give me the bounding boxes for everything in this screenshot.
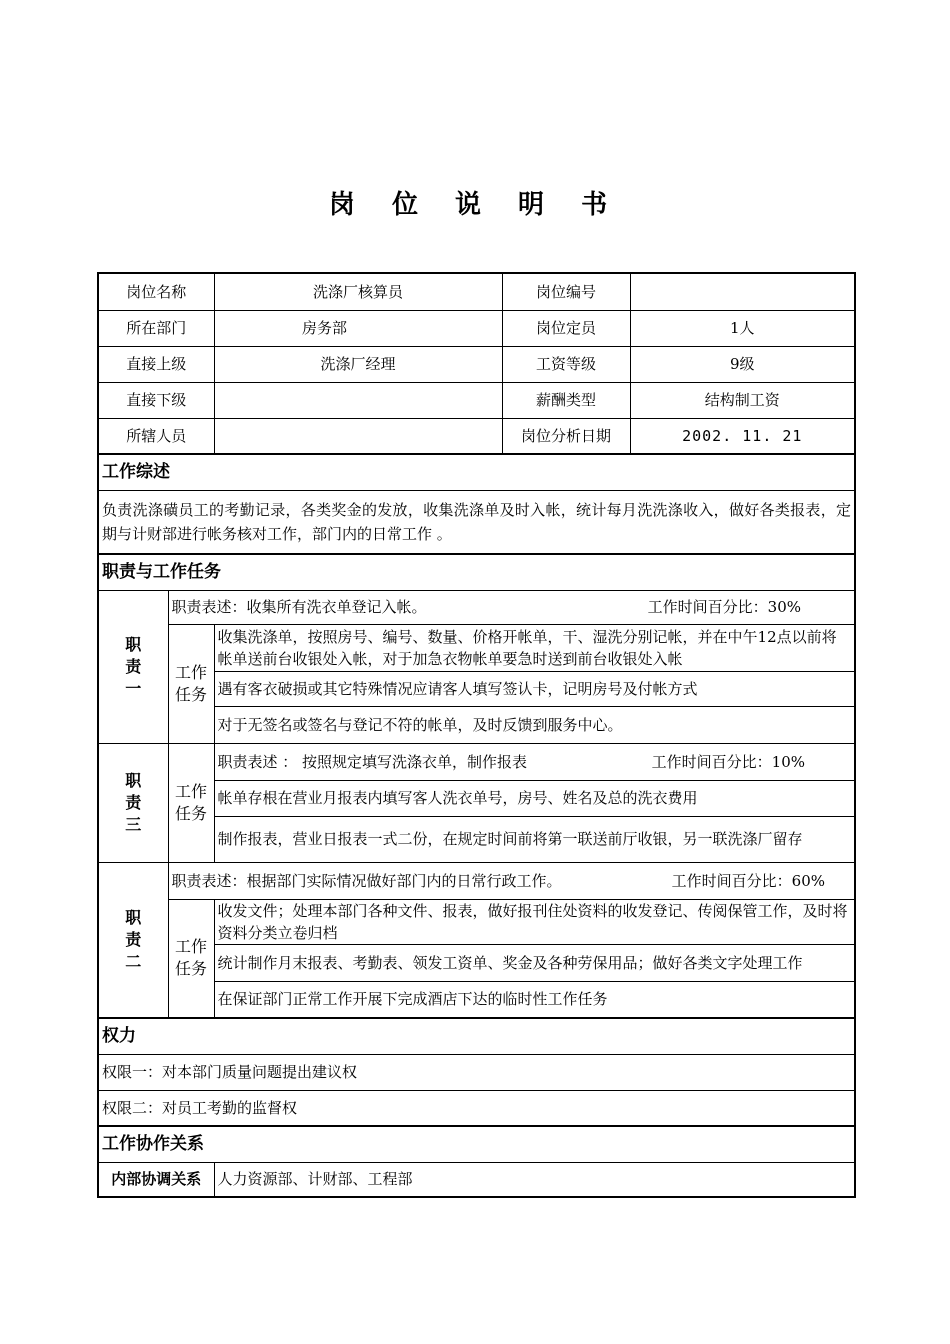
duty-3-task-1: 帐单存根在营业月报表内填写客人洗衣单号，房号、姓名及总的洗衣费用 [214, 780, 855, 816]
info-row [98, 273, 855, 310]
duty-3-label: 职 责 三 [98, 743, 168, 862]
staff-value: 1人 [630, 310, 855, 346]
internal-label: 内部协调关系 [98, 1162, 214, 1197]
dept-value: 房务部 [214, 310, 502, 346]
post-no-value [630, 273, 855, 310]
superior-value: 洗涤厂经理 [214, 346, 502, 382]
section-header [98, 454, 855, 490]
task-row [98, 743, 855, 780]
info-row [98, 418, 855, 454]
pay-type-label: 薪酬类型 [502, 382, 630, 418]
post-no-label: 岗位编号 [502, 273, 630, 310]
section-header [98, 1126, 855, 1162]
duty-2-task-2: 统计制作月末报表、考勤表、领发工资单、奖金及各种劳保用品；做好各类文字处理工作 [214, 944, 855, 981]
cooperation-row [98, 1162, 855, 1197]
pay-type-value: 结构制工资 [630, 382, 855, 418]
personnel-value [214, 418, 502, 454]
duty-3-task-label: 工作 任务 [168, 743, 214, 862]
info-row [98, 382, 855, 418]
staff-label: 岗位定员 [502, 310, 630, 346]
job-description-table [97, 272, 856, 1198]
summary-row [98, 490, 855, 554]
duty-3-desc: 职责表述 ： 按照规定填写洗涤衣单，制作报表 工作时间百分比：10% [214, 743, 855, 780]
post-name-value: 洗涤厂核算员 [214, 273, 502, 310]
info-row [98, 310, 855, 346]
summary-text: 负责洗涤磺员工的考勤记录，各类奖金的发放，收集洗涤单及时入帐，统计每月洗洗涤收入，做好各类报表，定期与计财部进行帐务核对工作，部门内的日常工作 。 [98, 490, 855, 554]
task-row [98, 899, 855, 944]
duty-1-task-3: 对于无签名或签名与登记不符的帐单，及时反馈到服务中心。 [214, 706, 855, 743]
authority-row [98, 1054, 855, 1090]
duty-2-pct: 工作时间百分比：60% [671, 871, 826, 890]
duties-heading: 职责与工作任务 [98, 554, 855, 590]
dept-label: 所在部门 [98, 310, 214, 346]
authority-item-2: 权限二：对员工考勤的监督权 [98, 1090, 855, 1126]
superior-label: 直接上级 [98, 346, 214, 382]
duty-1-task-label: 工作 任务 [168, 624, 214, 743]
authority-row [98, 1090, 855, 1126]
summary-heading: 工作综述 [98, 454, 855, 490]
subordinate-label: 直接下级 [98, 382, 214, 418]
duty-2-desc: 职责表述：根据部门实际情况做好部门内的日常行政工作。 工作时间百分比：60% [168, 862, 855, 899]
section-header [98, 1018, 855, 1054]
duty-3-pct: 工作时间百分比：10% [651, 752, 806, 771]
duty-1-pct: 工作时间百分比：30% [647, 598, 802, 616]
task-row [98, 624, 855, 671]
duty-desc-row [98, 862, 855, 899]
cooperation-heading: 工作协作关系 [98, 1126, 855, 1162]
post-name-label: 岗位名称 [98, 273, 214, 310]
duty-1-desc: 职责表述：收集所有洗衣单登记入帐。 工作时间百分比：30% [168, 590, 855, 624]
authority-item-1: 权限一：对本部门质量问题提出建议权 [98, 1054, 855, 1090]
date-value: 2002. 11. 21 [630, 418, 855, 454]
duty-2-label: 职 责 二 [98, 862, 168, 1018]
date-label: 岗位分析日期 [502, 418, 630, 454]
grade-label: 工资等级 [502, 346, 630, 382]
page-title: 岗 位 说 明 书 [328, 190, 622, 220]
internal-value: 人力资源部、计财部、工程部 [214, 1162, 855, 1197]
duty-1-task-1: 收集洗涤单，按照房号、编号、数量、价格开帐单，干、湿洗分别记帐，并在中午12点以前将帐单送前台收银处入帐，对于加急衣物帐单要急时送到前台收银处入帐 [214, 624, 855, 671]
info-row [98, 346, 855, 382]
duty-2-task-label: 工作 任务 [168, 899, 214, 1018]
grade-value: 9级 [630, 346, 855, 382]
duty-1-task-2: 遇有客衣破损或其它特殊情况应请客人填写签认卡，记明房号及付帐方式 [214, 671, 855, 706]
personnel-label: 所辖人员 [98, 418, 214, 454]
authority-heading: 权力 [98, 1018, 855, 1054]
duty-2-task-3: 在保证部门正常工作开展下完成酒店下达的临时性工作任务 [214, 981, 855, 1018]
duty-2-task-1: 收发文件；处理本部门各种文件、报表，做好报刊住处资料的收发登记、传阅保管工作，及时将资料分类立卷归档 [214, 899, 855, 944]
section-header [98, 554, 855, 590]
duty-desc-row [98, 590, 855, 624]
duty-3-task-2: 制作报表，营业日报表一式二份，在规定时间前将第一联送前厅收银，另一联洗涤厂留存 [214, 816, 855, 862]
duty-1-label: 职 责 一 [98, 590, 168, 743]
subordinate-value [214, 382, 502, 418]
